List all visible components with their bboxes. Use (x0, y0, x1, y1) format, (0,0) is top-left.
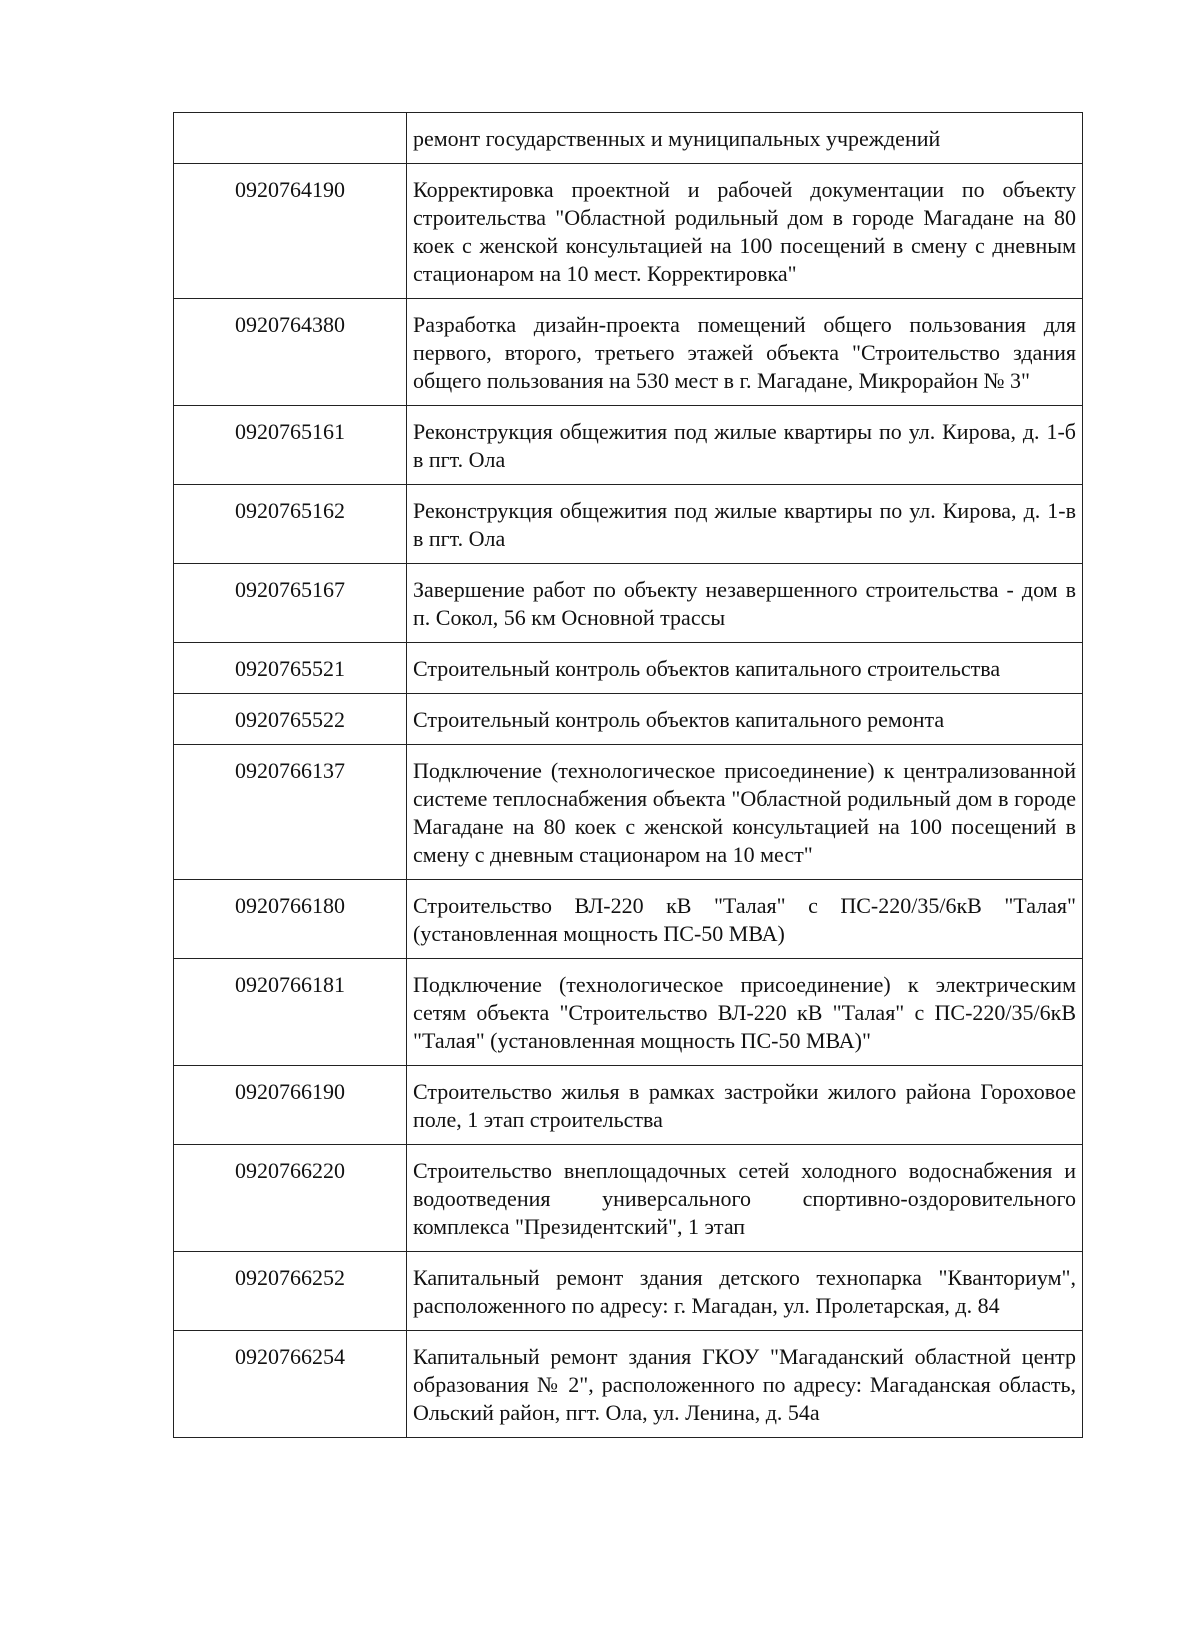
description-cell: Реконструкция общежития под жилые квартиры по ул. Кирова, д. 1-б в пгт. Ола (407, 406, 1083, 485)
table-row (174, 880, 1083, 959)
code-cell (174, 113, 407, 164)
description-cell: Строительство ВЛ-220 кВ "Талая" с ПС-220/35/6кВ "Талая" (установленная мощность ПС-50 МВА) (407, 880, 1083, 959)
description-cell: Капитальный ремонт здания ГКОУ "Магаданский областной центр образования № 2", расположенного по адресу: Магаданская область, Ольский район, пгт. Ола, ул. Ленина, д. 54а (407, 1331, 1083, 1438)
description-cell: Разработка дизайн-проекта помещений общего пользования для первого, второго, третьего этажей объекта "Строительство здания общего пользования на 530 мест в г. Магадане, Микрорайон № 3" (407, 299, 1083, 406)
description-cell: ремонт государственных и муниципальных учреждений (407, 113, 1083, 164)
code-cell: 0920765522 (174, 694, 407, 745)
code-cell: 0920764190 (174, 164, 407, 299)
description-cell: Подключение (технологическое присоединение) к электрическим сетям объекта "Строительство ВЛ-220 кВ "Талая" с ПС-220/35/6кВ "Талая" (установленная мощность ПС-50 МВА)" (407, 959, 1083, 1066)
code-cell: 0920766137 (174, 745, 407, 880)
table-row (174, 1066, 1083, 1145)
description-cell: Капитальный ремонт здания детского технопарка "Кванториум", расположенного по адресу: г. Магадан, ул. Пролетарская, д. 84 (407, 1252, 1083, 1331)
code-cell: 0920766190 (174, 1066, 407, 1145)
description-cell: Корректировка проектной и рабочей документации по объекту строительства "Областной родильный дом в городе Магадане на 80 коек с женской консультацией на 100 посещений в смену с дневным стационаром на 10 мест. Корректировка" (407, 164, 1083, 299)
code-cell: 0920766254 (174, 1331, 407, 1438)
description-cell: Подключение (технологическое присоединение) к централизованной системе теплоснабжения объекта "Областной родильный дом в городе Магадане на 80 коек с женской консультацией на 100 посещений в смену с дневным стационаром на 10 мест" (407, 745, 1083, 880)
expense-codes-table (173, 112, 1083, 1438)
table-row (174, 1145, 1083, 1252)
table-row (174, 564, 1083, 643)
code-cell: 0920765162 (174, 485, 407, 564)
table-row (174, 745, 1083, 880)
table-row (174, 1331, 1083, 1438)
code-cell: 0920766252 (174, 1252, 407, 1331)
description-cell: Строительство жилья в рамках застройки жилого района Гороховое поле, 1 этап строительства (407, 1066, 1083, 1145)
code-cell: 0920766181 (174, 959, 407, 1066)
description-cell: Реконструкция общежития под жилые квартиры по ул. Кирова, д. 1-в в пгт. Ола (407, 485, 1083, 564)
code-cell: 0920764380 (174, 299, 407, 406)
code-cell: 0920766220 (174, 1145, 407, 1252)
description-cell: Строительный контроль объектов капитального ремонта (407, 694, 1083, 745)
table-row (174, 299, 1083, 406)
table-row (174, 643, 1083, 694)
description-cell: Строительство внеплощадочных сетей холодного водоснабжения и водоотведения универсального спортивно-оздоровительного комплекса "Президентский", 1 этап (407, 1145, 1083, 1252)
table-row (174, 406, 1083, 485)
table-row (174, 485, 1083, 564)
table-row (174, 1252, 1083, 1331)
table-row (174, 694, 1083, 745)
table-row (174, 113, 1083, 164)
code-cell: 0920765521 (174, 643, 407, 694)
description-cell: Завершение работ по объекту незавершенного строительства - дом в п. Сокол, 56 км Основной трассы (407, 564, 1083, 643)
code-cell: 0920766180 (174, 880, 407, 959)
code-cell: 0920765161 (174, 406, 407, 485)
table-row (174, 164, 1083, 299)
description-cell: Строительный контроль объектов капитального строительства (407, 643, 1083, 694)
code-cell: 0920765167 (174, 564, 407, 643)
table-row (174, 959, 1083, 1066)
